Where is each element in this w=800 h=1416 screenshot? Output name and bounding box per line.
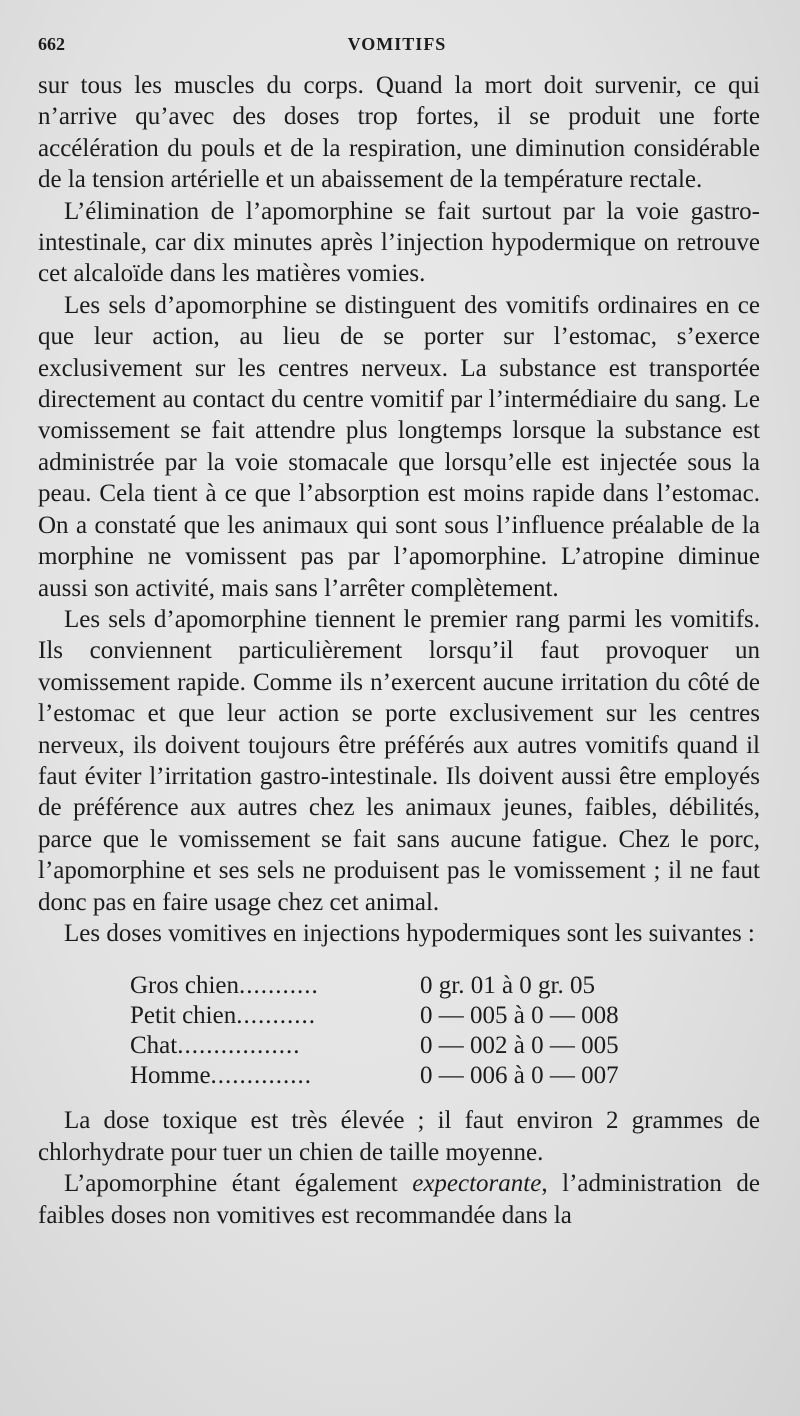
page-header <box>38 34 756 58</box>
dose-row <box>130 1001 619 1031</box>
dose-value: 0 gr. 01 à 0 gr. 05 <box>420 972 595 1000</box>
dot-leader: ........... <box>239 972 319 1000</box>
paragraph-expectorant <box>38 1168 760 1231</box>
dose-row <box>130 971 619 1001</box>
dose-table <box>130 971 619 1091</box>
dose-row <box>130 1031 619 1061</box>
dose-animal: Gros chien <box>130 972 239 1000</box>
paragraph-indications: Les sels d’apomorphine tiennent le premier rang parmi les vomitifs. Ils conviennent particulièrement lorsqu’il faut provoquer un vomissement rapide. Comme ils n’exercent aucune irritation du côté de l’estomac et que leur action se porte exclusivement sur les centres nerveux, ils doivent toujours être préférés aux autres vomitifs quand il faut éviter l’irritation gastro-intestinale. Ils doivent aussi être employés de préférence aux autres chez les animaux jeunes, faibles, débilités, parce que le vomissement se fait sans aucune fatigue. Chez le porc, l’apomorphine et ses sels ne produisent pas le vomissement ; il ne faut donc pas en faire usage chez cet animal. <box>38 605 760 916</box>
paragraph-toxic-dose: La dose toxique est très élevée ; il faut environ 2 grammes de chlorhydrate pour tuer un chien de taille moyenne. <box>38 1107 760 1166</box>
dot-leader: ........... <box>236 1002 316 1030</box>
paragraph-doses-intro: Les doses vomitives en injections hypodermiques sont les suivantes : <box>64 919 755 947</box>
dose-value: 0 — 005 à 0 — 008 <box>420 1002 619 1030</box>
body-text <box>38 70 760 1231</box>
paragraph-mechanism: Les sels d’apomorphine se distinguent des vomitifs ordinaires en ce que leur action, au lieu de se porter sur l’estomac, s’exerce exclusivement sur les centres nerveux. La substance est transportée directement au contact du centre vomitif par l’intermédiaire du sang. Le vomissement se fait attendre plus longtemps lorsque la substance est administrée par la voie stomacale que lorsqu’elle est injectée sous la peau. Cela tient à ce que l’absorption est moins rapide dans l’estomac. On a constaté que les animaux qui sont sous l’influence préalable de la morphine ne vomissent pas par l’apomorphine. L’atropine diminue aussi son activité, mais sans l’arrêter complètement. <box>38 291 760 602</box>
expectorant-text-end: , l’administration de faibles doses non vomitives est recommandée dans la <box>38 1170 760 1229</box>
running-title: VOMITIFS <box>347 34 447 54</box>
paragraph-elimination: L’élimination de l’apomorphine se fait surtout par la voie gastro-intestinale, car dix minutes après l’injection hypodermique on retrouve cet alcaloïde dans les matières vomies. <box>38 197 760 288</box>
page-number: 662 <box>38 34 65 54</box>
expectorant-emphasis: expectorante <box>412 1170 542 1198</box>
dose-animal: Homme <box>130 1062 211 1090</box>
expectorant-text-start: L’apomorphine étant également <box>64 1170 413 1198</box>
dose-animal: Petit chien <box>130 1002 237 1030</box>
dot-leader: ................. <box>177 1032 301 1060</box>
dose-value: 0 — 002 à 0 — 005 <box>420 1032 619 1060</box>
dose-animal: Chat <box>130 1032 178 1060</box>
dose-row <box>130 1061 619 1091</box>
dot-leader: .............. <box>210 1062 313 1090</box>
dose-value: 0 — 006 à 0 — 007 <box>420 1062 619 1090</box>
paragraph-continuation: sur tous les muscles du corps. Quand la mort doit survenir, ce qui n’arrive qu’avec des doses trop fortes, il se produit une forte accélération du pouls et de la respiration, une diminution considérable de la tension artérielle et un abaissement de la température rectale. <box>38 72 760 194</box>
